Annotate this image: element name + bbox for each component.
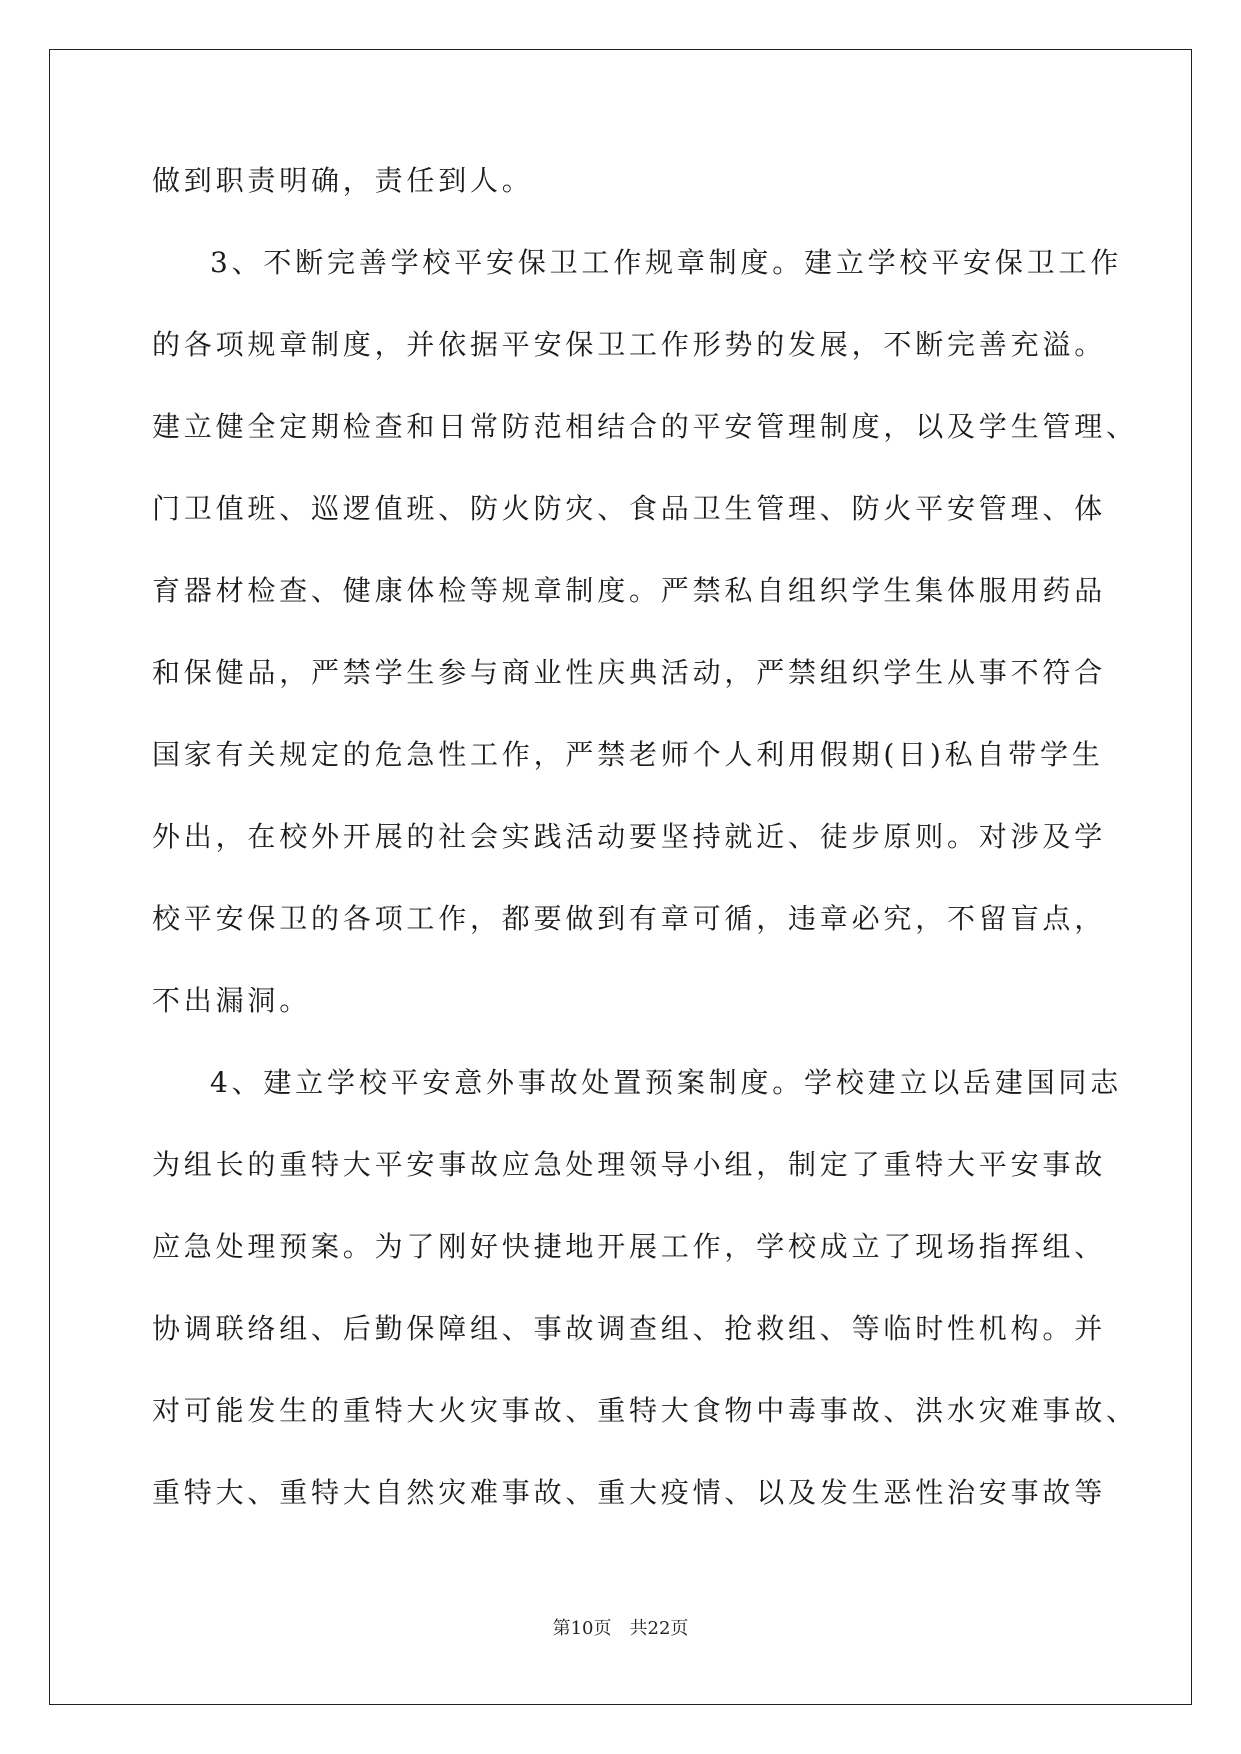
- text-line: 校平安保卫的各项工作，都要做到有章可循，违章必究，不留盲点，: [152, 902, 1107, 935]
- text-line: 协调联络组、后勤保障组、事故调查组、抢救组、等临时性机构。并: [152, 1312, 1107, 1345]
- text-line: 3、不断完善学校平安保卫工作规章制度。建立学校平安保卫工作: [210, 246, 1123, 279]
- text-line: 做到职责明确，责任到人。: [152, 164, 534, 197]
- text-line: 国家有关规定的危急性工作，严禁老师个人利用假期(日)私自带学生: [152, 738, 1104, 771]
- text-line: 应急处理预案。为了刚好快捷地开展工作，学校成立了现场指挥组、: [152, 1230, 1107, 1263]
- text-line: 门卫值班、巡逻值班、防火防灾、食品卫生管理、防火平安管理、体: [152, 492, 1107, 525]
- text-line: 建立健全定期检查和日常防范相结合的平安管理制度，以及学生管理、: [152, 410, 1138, 443]
- page-number: 第10页: [552, 1618, 612, 1639]
- text-line: 育器材检查、健康体检等规章制度。严禁私自组织学生集体服用药品: [152, 574, 1107, 607]
- document-body: [152, 163, 1138, 1557]
- text-line: 的各项规章制度，并依据平安保卫工作形势的发展，不断完善充溢。: [152, 328, 1107, 361]
- text-line: 为组长的重特大平安事故应急处理领导小组，制定了重特大平安事故: [152, 1148, 1107, 1181]
- text-line: 4、建立学校平安意外事故处置预案制度。学校建立以岳建国同志: [210, 1066, 1123, 1099]
- text-line: 对可能发生的重特大火灾事故、重特大食物中毒事故、洪水灾难事故、: [152, 1394, 1138, 1427]
- text-line: 不出漏洞。: [152, 984, 312, 1017]
- text-line: 和保健品，严禁学生参与商业性庆典活动，严禁组织学生从事不符合: [152, 656, 1107, 689]
- text-line: 外出，在校外开展的社会实践活动要坚持就近、徒步原则。对涉及学: [152, 820, 1107, 853]
- page-footer: [0, 1614, 1241, 1640]
- text-line: 重特大、重特大自然灾难事故、重大疫情、以及发生恶性治安事故等: [152, 1476, 1107, 1509]
- page-total: 共22页: [629, 1618, 689, 1639]
